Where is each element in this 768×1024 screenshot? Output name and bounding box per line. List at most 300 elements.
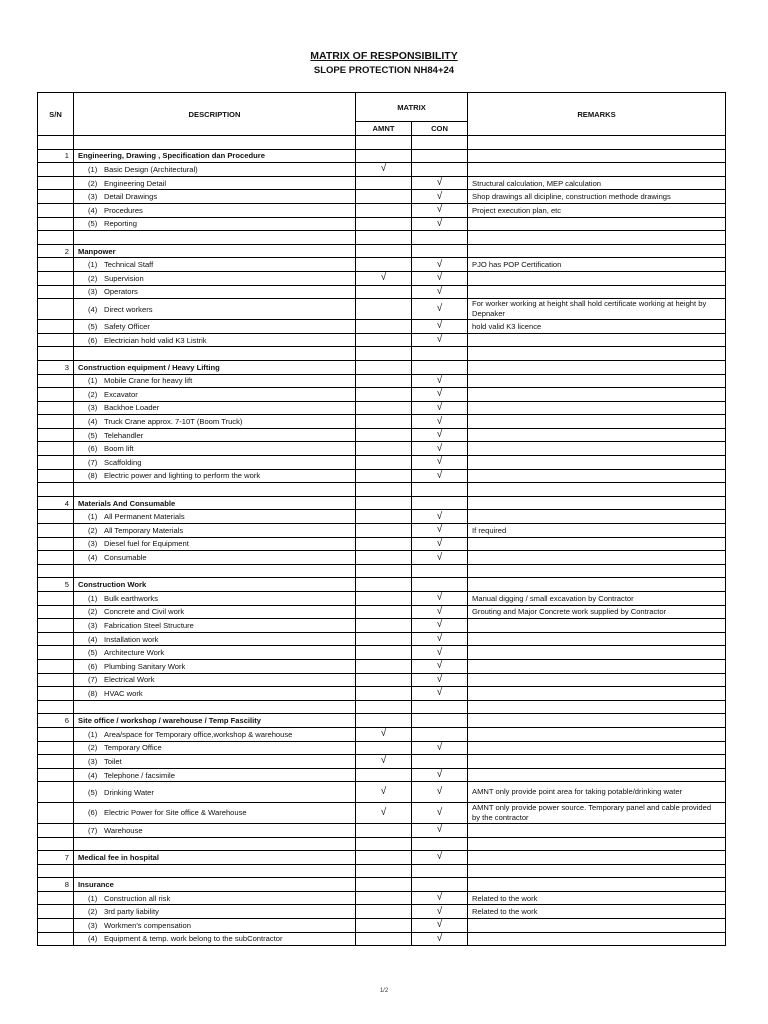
empty-cell (38, 333, 74, 347)
item-label: Basic Design (Architectural) (104, 164, 198, 174)
item-number: (4) (88, 205, 98, 215)
item-description (74, 605, 356, 619)
con-check (412, 244, 468, 258)
empty-cell (74, 864, 356, 878)
empty-cell (468, 864, 726, 878)
con-check: √ (412, 932, 468, 946)
item-number: (5) (88, 321, 98, 331)
remarks-cell (468, 741, 726, 755)
con-check: √ (412, 741, 468, 755)
item-label: Plumbing Sanitary Work (104, 661, 186, 671)
item-label: Installation work (104, 634, 159, 644)
empty-cell (38, 442, 74, 456)
section-title: Construction Work (74, 578, 356, 592)
amnt-check: √ (356, 271, 412, 285)
empty-cell (74, 564, 356, 578)
remarks-cell: If required (468, 524, 726, 538)
remarks-cell (468, 919, 726, 933)
con-check: √ (412, 768, 468, 782)
item-description (74, 217, 356, 231)
con-check: √ (412, 401, 468, 415)
item-number: (5) (88, 219, 98, 229)
remarks-cell (468, 510, 726, 524)
con-check: √ (412, 203, 468, 217)
empty-cell (38, 864, 74, 878)
item-description (74, 510, 356, 524)
item-description (74, 374, 356, 388)
empty-cell (38, 388, 74, 402)
item-label: Detail Drawings (104, 192, 158, 202)
amnt-check (356, 217, 412, 231)
empty-cell (38, 483, 74, 497)
table-row (38, 258, 726, 272)
item-label: Mobile Crane for heavy lift (104, 376, 193, 386)
table-body (38, 136, 726, 946)
remarks-cell (468, 632, 726, 646)
item-label: Engineering Detail (104, 178, 167, 188)
empty-cell (38, 700, 74, 714)
remarks-cell: For worker working at height shall hold certificate working at height by Depnaker (468, 299, 726, 320)
con-check: √ (412, 456, 468, 470)
empty-cell (38, 741, 74, 755)
con-check: √ (412, 333, 468, 347)
item-description (74, 456, 356, 470)
remarks-cell (468, 163, 726, 177)
section-title: Site office / workshop / warehouse / Temp Fascility (74, 714, 356, 728)
table-row (38, 891, 726, 905)
table-row (38, 333, 726, 347)
section-number: 5 (38, 578, 74, 592)
section-row (38, 714, 726, 728)
blank-row (38, 837, 726, 851)
con-check: √ (412, 190, 468, 204)
empty-cell (38, 537, 74, 551)
amnt-check (356, 919, 412, 933)
responsibility-matrix-table (37, 92, 726, 946)
item-description (74, 659, 356, 673)
item-label: Direct workers (104, 304, 153, 314)
section-number: 6 (38, 714, 74, 728)
con-check (412, 496, 468, 510)
remarks-cell (468, 727, 726, 741)
con-check (412, 163, 468, 177)
con-check: √ (412, 905, 468, 919)
item-description (74, 469, 356, 483)
item-label: Scaffolding (104, 457, 142, 467)
item-description (74, 163, 356, 177)
item-description (74, 203, 356, 217)
empty-cell (38, 564, 74, 578)
con-check: √ (412, 619, 468, 633)
table-row (38, 217, 726, 231)
item-description (74, 415, 356, 429)
item-number: (7) (88, 825, 98, 835)
con-check: √ (412, 176, 468, 190)
item-label: Equipment & temp. work belong to the subContractor (104, 934, 283, 944)
section-row (38, 244, 726, 258)
empty-cell (38, 428, 74, 442)
section-row (38, 360, 726, 374)
table-row (38, 802, 726, 823)
empty-cell (38, 592, 74, 606)
table-row (38, 768, 726, 782)
remarks-cell (468, 551, 726, 565)
remarks-cell: Related to the work (468, 905, 726, 919)
amnt-check (356, 687, 412, 701)
item-label: Workmen's compensation (104, 920, 191, 930)
item-number: (2) (88, 743, 98, 753)
section-number: 7 (38, 851, 74, 865)
amnt-check (356, 891, 412, 905)
amnt-check (356, 714, 412, 728)
con-check (412, 714, 468, 728)
item-description (74, 727, 356, 741)
section-row (38, 578, 726, 592)
item-description (74, 932, 356, 946)
item-label: HVAC work (104, 688, 143, 698)
item-number: (1) (88, 260, 98, 270)
item-number: (4) (88, 553, 98, 563)
empty-cell (356, 864, 412, 878)
item-label: Concrete and Civil work (104, 607, 185, 617)
remarks-cell (468, 285, 726, 299)
con-check: √ (412, 217, 468, 231)
empty-cell (468, 564, 726, 578)
amnt-check (356, 244, 412, 258)
amnt-check (356, 299, 412, 320)
empty-cell (468, 347, 726, 361)
blank-row (38, 347, 726, 361)
empty-cell (38, 136, 74, 150)
amnt-check (356, 905, 412, 919)
empty-cell (38, 456, 74, 470)
item-label: Toilet (104, 756, 122, 766)
table-row (38, 905, 726, 919)
header-matrix: MATRIX (356, 93, 468, 122)
con-check: √ (412, 442, 468, 456)
empty-cell (38, 469, 74, 483)
con-check (412, 578, 468, 592)
header-con: CON (412, 122, 468, 136)
remarks-cell (468, 271, 726, 285)
item-number: (7) (88, 675, 98, 685)
empty-cell (38, 755, 74, 769)
blank-row (38, 564, 726, 578)
item-label: Backhoe Loader (104, 403, 160, 413)
remarks-cell: Manual digging / small excavation by Contractor (468, 592, 726, 606)
table-header (38, 93, 726, 136)
item-number: (2) (88, 525, 98, 535)
empty-cell (356, 231, 412, 245)
con-check: √ (412, 891, 468, 905)
item-number: (2) (88, 907, 98, 917)
table-row (38, 605, 726, 619)
empty-cell (38, 673, 74, 687)
item-number: (4) (88, 770, 98, 780)
empty-cell (38, 510, 74, 524)
item-label: 3rd party liability (104, 907, 159, 917)
con-check (412, 727, 468, 741)
item-number: (4) (88, 934, 98, 944)
amnt-check (356, 388, 412, 402)
con-check: √ (412, 632, 468, 646)
empty-cell (412, 347, 468, 361)
amnt-check (356, 659, 412, 673)
empty-cell (356, 837, 412, 851)
con-check: √ (412, 388, 468, 402)
empty-cell (38, 932, 74, 946)
remarks-cell: Project execution plan, etc (468, 203, 726, 217)
remarks-cell (468, 932, 726, 946)
con-check: √ (412, 271, 468, 285)
empty-cell (412, 564, 468, 578)
empty-cell (38, 258, 74, 272)
remarks-cell: AMNT only provide point area for taking potable/drinking water (468, 782, 726, 803)
amnt-check (356, 149, 412, 163)
amnt-check: √ (356, 163, 412, 177)
amnt-check (356, 258, 412, 272)
remarks-cell (468, 244, 726, 258)
empty-cell (412, 231, 468, 245)
item-number: (8) (88, 688, 98, 698)
empty-cell (412, 837, 468, 851)
amnt-check (356, 537, 412, 551)
table-row (38, 727, 726, 741)
remarks-cell (468, 388, 726, 402)
header-remarks: REMARKS (468, 93, 726, 136)
document-subtitle: SLOPE PROTECTION NH84+24 (313, 65, 455, 76)
remarks-cell: Shop drawings all dicipline, construction methode drawings (468, 190, 726, 204)
item-description (74, 388, 356, 402)
empty-cell (412, 864, 468, 878)
empty-cell (38, 285, 74, 299)
empty-cell (38, 727, 74, 741)
empty-cell (412, 700, 468, 714)
page-number: 1/2 (379, 988, 389, 994)
amnt-check (356, 619, 412, 633)
table-row (38, 592, 726, 606)
remarks-cell (468, 851, 726, 865)
empty-cell (468, 231, 726, 245)
item-label: Safety Officer (104, 321, 150, 331)
remarks-cell (468, 673, 726, 687)
table-row (38, 932, 726, 946)
con-check: √ (412, 592, 468, 606)
remarks-cell (468, 428, 726, 442)
item-label: Telephone / facsimile (104, 770, 175, 780)
empty-cell (468, 483, 726, 497)
remarks-cell (468, 360, 726, 374)
item-number: (3) (88, 192, 98, 202)
section-title: Construction equipment / Heavy Lifting (74, 360, 356, 374)
table-row (38, 388, 726, 402)
blank-row (38, 700, 726, 714)
table-row (38, 469, 726, 483)
remarks-cell (468, 401, 726, 415)
empty-cell (468, 700, 726, 714)
remarks-cell (468, 755, 726, 769)
empty-cell (38, 891, 74, 905)
item-label: Technical Staff (104, 260, 154, 270)
amnt-check (356, 320, 412, 334)
item-description (74, 673, 356, 687)
empty-cell (38, 299, 74, 320)
empty-cell (38, 823, 74, 837)
item-number: (5) (88, 430, 98, 440)
table-row (38, 415, 726, 429)
amnt-check (356, 333, 412, 347)
table-row (38, 782, 726, 803)
empty-cell (38, 320, 74, 334)
table-row (38, 285, 726, 299)
empty-cell (468, 136, 726, 150)
con-check: √ (412, 919, 468, 933)
table-row (38, 823, 726, 837)
empty-cell (38, 802, 74, 823)
empty-cell (38, 619, 74, 633)
empty-cell (38, 837, 74, 851)
header-sn: S/N (38, 93, 74, 136)
item-label: Architecture Work (104, 648, 165, 658)
item-description (74, 592, 356, 606)
amnt-check: √ (356, 727, 412, 741)
amnt-check (356, 360, 412, 374)
remarks-cell: Grouting and Major Concrete work supplied by Contractor (468, 605, 726, 619)
remarks-cell (468, 714, 726, 728)
item-label: Drinking Water (104, 787, 154, 797)
section-title: Manpower (74, 244, 356, 258)
table-row (38, 299, 726, 320)
con-check: √ (412, 299, 468, 320)
remarks-cell (468, 442, 726, 456)
empty-cell (356, 136, 412, 150)
item-number: (3) (88, 920, 98, 930)
con-check: √ (412, 551, 468, 565)
empty-cell (38, 659, 74, 673)
table-row (38, 428, 726, 442)
empty-cell (38, 231, 74, 245)
empty-cell (356, 347, 412, 361)
remarks-cell (468, 878, 726, 892)
empty-cell (38, 687, 74, 701)
empty-cell (74, 483, 356, 497)
section-row (38, 851, 726, 865)
item-number: (2) (88, 273, 98, 283)
remarks-cell: Structural calculation, MEP calculation (468, 176, 726, 190)
item-label: Bulk earthworks (104, 593, 159, 603)
table-row (38, 320, 726, 334)
table-row (38, 687, 726, 701)
section-title: Materials And Consumable (74, 496, 356, 510)
con-check (412, 878, 468, 892)
con-check: √ (412, 782, 468, 803)
table-row (38, 271, 726, 285)
item-label: Electrical Work (104, 675, 155, 685)
item-description (74, 176, 356, 190)
empty-cell (38, 782, 74, 803)
empty-cell (38, 524, 74, 538)
item-description (74, 190, 356, 204)
item-label: Excavator (104, 389, 138, 399)
item-label: Operators (104, 287, 138, 297)
remarks-cell (468, 333, 726, 347)
section-title: Engineering, Drawing , Specification dan Procedure (74, 149, 356, 163)
table-row (38, 456, 726, 470)
con-check: √ (412, 687, 468, 701)
empty-cell (38, 176, 74, 190)
item-description (74, 919, 356, 933)
remarks-cell: hold valid K3 licence (468, 320, 726, 334)
item-label: Electrician hold valid K3 Listrik (104, 335, 207, 345)
remarks-cell (468, 537, 726, 551)
item-description (74, 285, 356, 299)
item-description (74, 755, 356, 769)
item-description (74, 258, 356, 272)
item-description (74, 333, 356, 347)
section-number: 3 (38, 360, 74, 374)
con-check: √ (412, 415, 468, 429)
table-row (38, 401, 726, 415)
table-row (38, 551, 726, 565)
remarks-cell (468, 469, 726, 483)
item-description (74, 905, 356, 919)
item-description (74, 299, 356, 320)
con-check: √ (412, 802, 468, 823)
item-description (74, 537, 356, 551)
item-description (74, 442, 356, 456)
item-number: (2) (88, 607, 98, 617)
amnt-check (356, 851, 412, 865)
amnt-check (356, 442, 412, 456)
remarks-cell (468, 619, 726, 633)
amnt-check (356, 741, 412, 755)
table-row (38, 190, 726, 204)
item-number: (1) (88, 593, 98, 603)
item-label: Truck Crane approx. 7-10T (Boom Truck) (104, 417, 243, 427)
section-row (38, 149, 726, 163)
header-description: DESCRIPTION (74, 93, 356, 136)
amnt-check (356, 632, 412, 646)
con-check (412, 755, 468, 769)
section-number: 4 (38, 496, 74, 510)
amnt-check (356, 496, 412, 510)
item-label: Area/space for Temporary office,workshop & warehouse (104, 729, 293, 739)
remarks-cell (468, 646, 726, 660)
item-number: (3) (88, 620, 98, 630)
empty-cell (38, 190, 74, 204)
amnt-check (356, 469, 412, 483)
empty-cell (38, 768, 74, 782)
amnt-check (356, 415, 412, 429)
amnt-check: √ (356, 782, 412, 803)
table-row (38, 374, 726, 388)
con-check: √ (412, 320, 468, 334)
amnt-check (356, 592, 412, 606)
table-row (38, 741, 726, 755)
con-check: √ (412, 673, 468, 687)
empty-cell (38, 919, 74, 933)
empty-cell (356, 700, 412, 714)
blank-row (38, 136, 726, 150)
empty-cell (38, 163, 74, 177)
remarks-cell (468, 374, 726, 388)
item-number: (5) (88, 648, 98, 658)
item-description (74, 619, 356, 633)
blank-row (38, 231, 726, 245)
remarks-cell (468, 768, 726, 782)
item-number: (2) (88, 389, 98, 399)
item-number: (1) (88, 512, 98, 522)
